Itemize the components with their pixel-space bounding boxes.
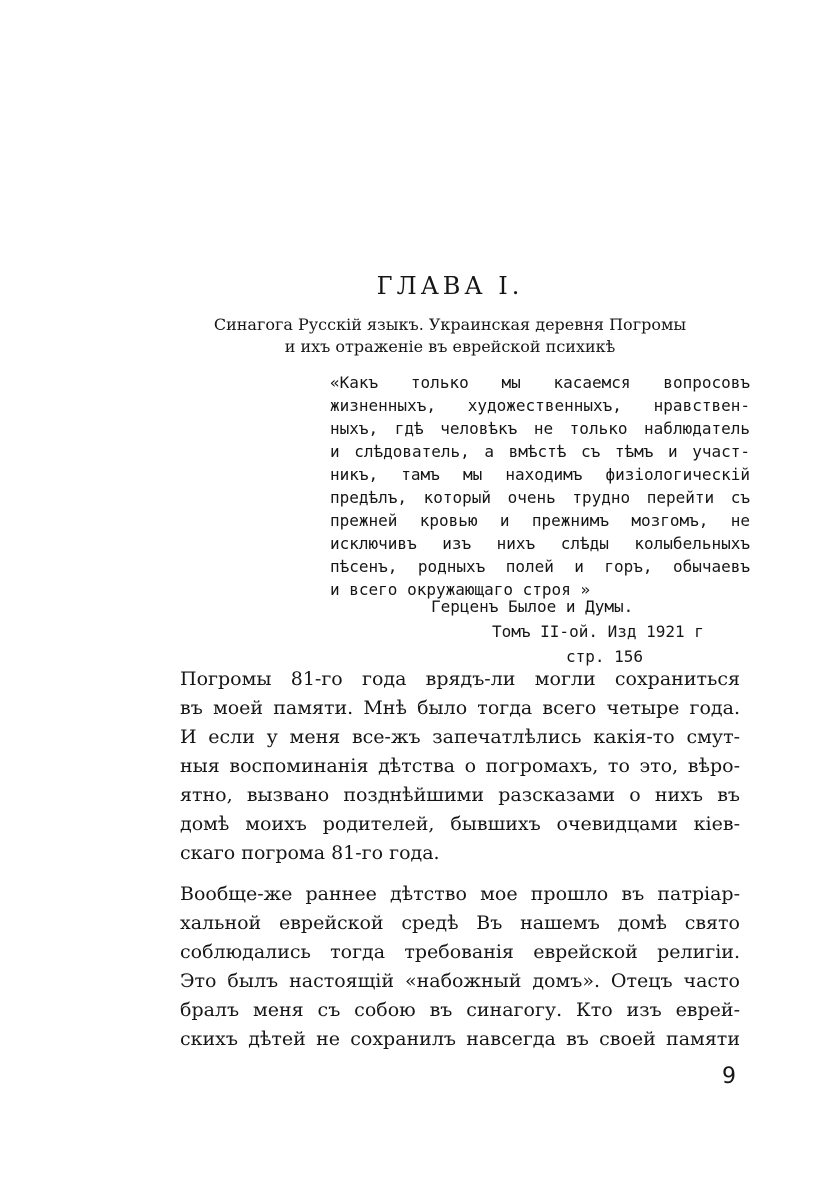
chapter-title: ГЛАВА I.: [376, 272, 524, 300]
chapter-subtitle: [156, 314, 744, 358]
text-line: въ моей памяти. Мнѣ было тогда всего четыре года.: [180, 697, 740, 719]
epigraph-line: исключивъ изъ нихъ слѣды колыбельныхъ: [330, 534, 750, 553]
epigraph-line: никъ, тамъ мы находимъ физіологическій: [330, 465, 750, 484]
text-line: И если у меня все-жъ запечатлѣлись какія-то смут-: [180, 726, 740, 748]
source-volume-edition: Томъ II-ой. Изд 1921 г: [492, 622, 704, 641]
text-line: соблюдались тогда требованія еврейской религіи.: [180, 941, 740, 963]
epigraph-line: ныхъ, гдѣ человѣкъ не только наблюдатель: [330, 419, 750, 438]
epigraph-line: предѣлъ, который очень трудно перейти съ: [330, 488, 750, 507]
epigraph-line: пѣсенъ, родныхъ полей и горъ, обычаевъ: [330, 557, 750, 576]
text-line: Это былъ настоящій «набожный домъ». Отецъ часто: [180, 970, 740, 992]
text-line: ятно, вызвано позднѣйшими разсказами о нихъ въ: [180, 784, 740, 806]
text-line: домѣ моихъ родителей, бывшихъ очевидцами кіев-: [180, 813, 740, 835]
text-line: скаго погрома 81-го года.: [180, 842, 440, 864]
text-line: скихъ дѣтей не сохранилъ навсегда въ своей памяти: [180, 1028, 740, 1050]
epigraph-line: жизненныхъ, художественныхъ, нравствен-: [330, 396, 750, 415]
epigraph-line: прежней кровью и прежнимъ мозгомъ, не: [330, 511, 750, 530]
epigraph: [330, 371, 750, 601]
epigraph-line: и всего окружающаго строя »: [330, 580, 591, 599]
source-page: стр. 156: [566, 647, 644, 666]
epigraph-line: «Какъ только мы касаемся вопросовъ: [330, 373, 750, 392]
subtitle-line: и ихъ отраженіе въ еврейской психикѣ: [284, 337, 616, 356]
text-line: Вообще-же раннее дѣтство мое прошло въ патріар-: [180, 883, 740, 905]
subtitle-line: Синагога Русскій языкъ. Украинская деревня Погромы: [213, 315, 687, 334]
main-text: [180, 665, 740, 1054]
text-line: Погромы 81-го года врядъ-ли могли сохраниться: [180, 668, 740, 690]
paragraph-2: [180, 880, 740, 1054]
text-line: хальной еврейской средѣ Въ нашемъ домѣ свято: [180, 912, 740, 934]
text-line: ныя воспоминанія дѣтства о погромахъ, то это, вѣро-: [180, 755, 740, 777]
epigraph-line: и слѣдователь, а вмѣстѣ съ тѣмъ и участ-: [330, 442, 750, 461]
paragraph-1: [180, 665, 740, 868]
text-line: бралъ меня съ собою въ синагогу. Кто изъ еврей-: [180, 999, 740, 1021]
source-author-title: Герценъ Былое и Думы.: [431, 597, 634, 616]
page-number: 9: [722, 1064, 736, 1089]
